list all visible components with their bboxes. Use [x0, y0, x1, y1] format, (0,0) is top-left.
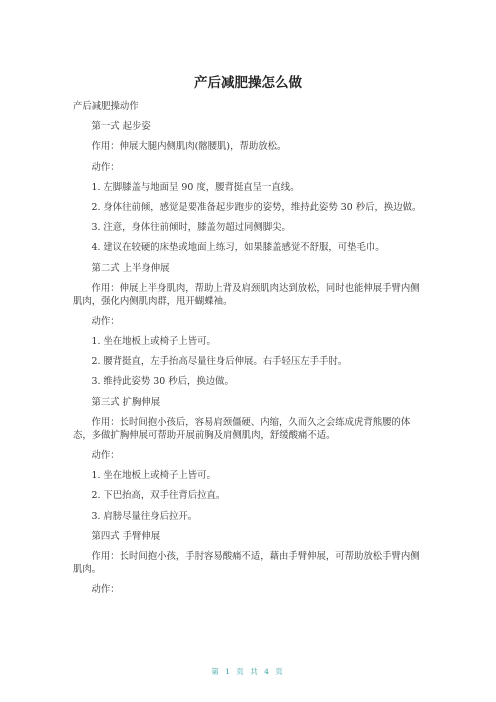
page-title: 产后减肥操怎么做: [194, 75, 302, 91]
movement-step: 3. 注意，身体往前倾时，膝盖勿超过同侧脚尖。: [91, 222, 291, 234]
movement-step: 4. 建议在较硬的床垫或地面上练习，如果膝盖感觉不舒服，可垫毛巾。: [91, 242, 385, 254]
movement-label: 动作：: [91, 584, 120, 596]
exercise-title: 第二式 上半身伸展: [91, 262, 170, 274]
section-heading: 产后减肥操动作: [73, 101, 139, 112]
movement-step: 1. 坐在地板上或椅子上皆可。: [91, 470, 216, 482]
movement-label: 动作：: [91, 161, 120, 173]
exercise-effect: 作用：长时间抱小孩，手肘容易酸痛不适，藉由手臂伸展，可帮助放松手臂内侧肌肉。: [73, 550, 420, 575]
exercise-title: 第四式 手臂伸展: [91, 530, 161, 542]
movement-label: 动作：: [91, 315, 120, 327]
movement-step: 1. 左脚膝盖与地面呈 90 度，腰背挺直呈一直线。: [91, 181, 300, 193]
document-body: [73, 100, 425, 603]
movement-step: 1. 坐在地板上或椅子上皆可。: [91, 336, 216, 348]
movement-label: 动作：: [91, 450, 120, 461]
exercise-effect: 作用：伸展大腿内侧肌肉(髂腰肌)，帮助放松。: [91, 141, 287, 153]
movement-step: 3. 肩膀尽量往身后拉开。: [91, 510, 198, 522]
exercise-title: 第三式 扩胸伸展: [91, 396, 161, 408]
page-number-footer: 第 1 页 共 4 页: [211, 667, 285, 676]
exercise-title: 第一式 起步姿: [91, 121, 151, 133]
movement-step: 3. 维持此姿势 30 秒后，换边做。: [91, 376, 234, 388]
movement-step: 2. 身体往前倾，感觉是要准备起步跑步的姿势，维持此姿势 30 秒后，换边做。: [91, 201, 422, 213]
exercise-effect: 作用：伸展上半身肌肉，帮助上背及肩颈肌肉达到放松，同时也能伸展手臂内侧肌肉，强化内侧肌肉群，甩开蝴蝶袖。: [73, 282, 420, 307]
movement-step: 2. 腰背挺直，左手抬高尽量往身后伸展。右手轻压左手手肘。: [91, 356, 348, 368]
exercise-effect: 作用：长时间抱小孩后，容易肩颈僵硬、内缩，久而久之会练成虎背熊腰的体态，多做扩胸伸展可帮助开展前胸及肩侧肌肉，舒缓酸痛不适。: [73, 416, 411, 441]
movement-step: 2. 下巴抬高，双手往背后拉直。: [91, 490, 226, 502]
